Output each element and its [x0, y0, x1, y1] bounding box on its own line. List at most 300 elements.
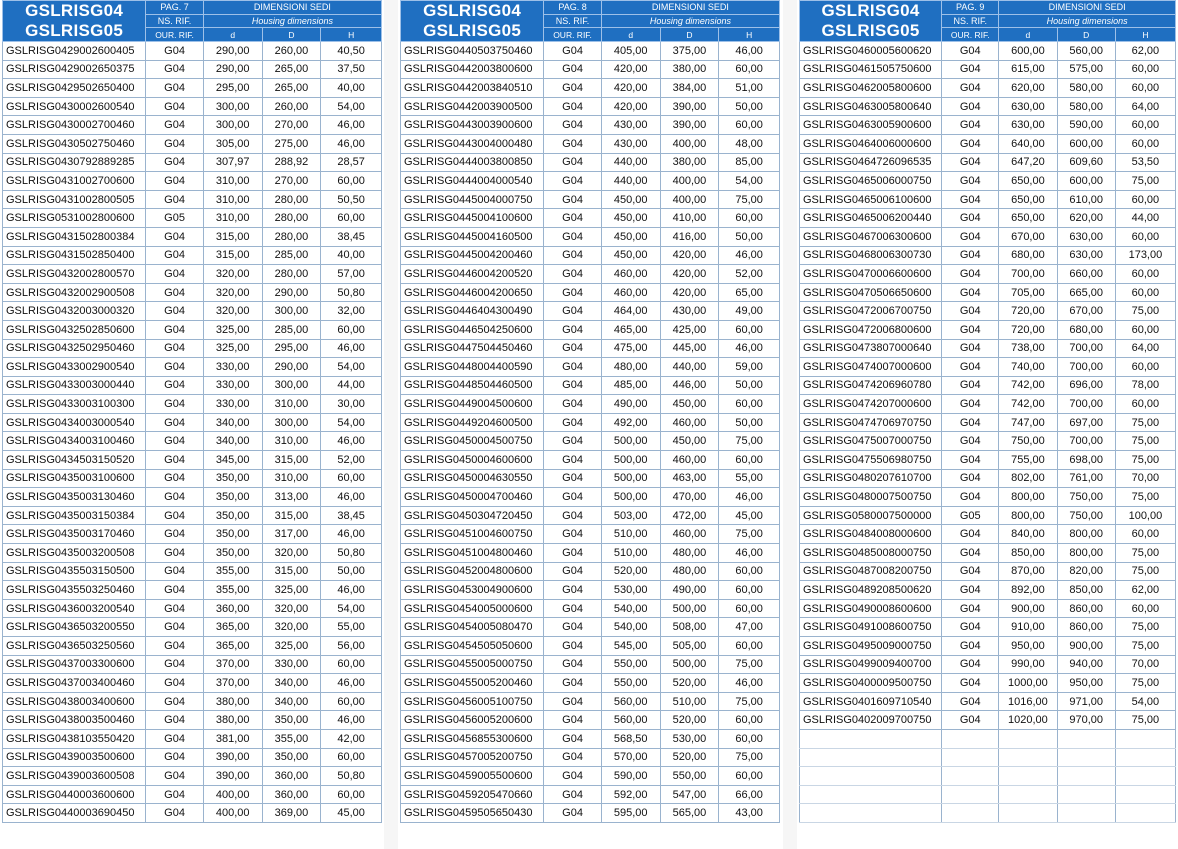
item-code: GSLRISG0452004800600: [401, 562, 544, 581]
our-ref: G04: [942, 153, 999, 172]
item-code: GSLRISG0438103550420: [3, 729, 146, 748]
dim-d: 600,00: [999, 42, 1057, 61]
our-ref: G04: [544, 804, 602, 823]
empty-cell: [999, 729, 1057, 748]
dim-D: 470,00: [660, 488, 719, 507]
dim-D: 300,00: [262, 302, 321, 321]
dim-d: 320,00: [203, 265, 262, 284]
empty-cell: [999, 804, 1057, 823]
item-code: GSLRISG0475506980750: [800, 451, 942, 470]
our-ref: G04: [942, 544, 999, 563]
dim-H: 32,00: [321, 302, 382, 321]
dim-H: 65,00: [719, 283, 780, 302]
item-code: GSLRISG0470006600600: [800, 265, 942, 284]
empty-cell: [942, 729, 999, 748]
table-row: [401, 339, 780, 358]
col-header-d: d: [999, 28, 1057, 42]
dim-H: 46,00: [321, 674, 382, 693]
item-code: GSLRISG0450004630550: [401, 469, 544, 488]
item-code: GSLRISG0431002700600: [3, 172, 146, 191]
dim-d: 500,00: [601, 432, 660, 451]
dim-D: 970,00: [1057, 711, 1115, 730]
dim-H: 78,00: [1115, 376, 1175, 395]
dim-D: 520,00: [660, 711, 719, 730]
dim-D: 320,00: [262, 544, 321, 563]
table-row: [3, 395, 382, 414]
dim-D: 463,00: [660, 469, 719, 488]
dims-subtitle: Housing dimensions: [999, 14, 1176, 28]
dim-d: 545,00: [601, 637, 660, 656]
dim-d: 460,00: [601, 283, 660, 302]
dim-d: 720,00: [999, 320, 1057, 339]
empty-cell: [800, 804, 942, 823]
dim-d: 480,00: [601, 358, 660, 377]
item-code: GSLRISG0449204600500: [401, 413, 544, 432]
dim-H: 40,00: [321, 79, 382, 98]
empty-cell: [1057, 748, 1115, 767]
table-row: [800, 172, 1176, 191]
dim-H: 75,00: [1115, 674, 1175, 693]
table-row: [401, 116, 780, 135]
dim-D: 440,00: [660, 358, 719, 377]
our-ref: G04: [544, 190, 602, 209]
dim-d: 530,00: [601, 581, 660, 600]
table-row: [800, 488, 1176, 507]
dim-H: 60,00: [1115, 79, 1175, 98]
table-row: [800, 655, 1176, 674]
dim-D: 265,00: [262, 79, 321, 98]
item-code: GSLRISG0474207000600: [800, 395, 942, 414]
dim-D: 320,00: [262, 618, 321, 637]
item-code: GSLRISG0463005800640: [800, 97, 942, 116]
dim-H: 64,00: [1115, 339, 1175, 358]
dim-d: 360,00: [203, 599, 262, 618]
dim-D: 460,00: [660, 413, 719, 432]
our-ref: G04: [544, 692, 602, 711]
dim-d: 990,00: [999, 655, 1057, 674]
our-ref: G04: [544, 339, 602, 358]
our-ref: G04: [146, 711, 204, 730]
col-header-D: D: [1057, 28, 1115, 42]
item-code: GSLRISG0435503250460: [3, 581, 146, 600]
table-row: [800, 395, 1176, 414]
dim-H: 54,00: [321, 358, 382, 377]
dim-D: 400,00: [660, 134, 719, 153]
dim-d: 390,00: [203, 767, 262, 786]
item-code: GSLRISG0464006000600: [800, 134, 942, 153]
series-title-line2: GSLRISG05: [821, 21, 920, 40]
our-rif-label: OUR. RIF.: [544, 28, 602, 42]
dim-d: 420,00: [601, 79, 660, 98]
empty-cell: [942, 804, 999, 823]
table-row: [800, 339, 1176, 358]
dim-D: 375,00: [660, 42, 719, 61]
item-code: GSLRISG0437003400460: [3, 674, 146, 693]
dim-H: 60,00: [1115, 395, 1175, 414]
item-code: GSLRISG0454005080470: [401, 618, 544, 637]
dim-d: 892,00: [999, 581, 1057, 600]
dim-H: 42,00: [321, 729, 382, 748]
dim-d: 365,00: [203, 637, 262, 656]
item-code: GSLRISG0435003150384: [3, 506, 146, 525]
item-code: GSLRISG0468006300730: [800, 246, 942, 265]
item-code: GSLRISG0464726096535: [800, 153, 942, 172]
our-ref: G04: [146, 97, 204, 116]
dim-H: 45,00: [719, 506, 780, 525]
table-row: [3, 42, 382, 61]
dim-D: 315,00: [262, 562, 321, 581]
dim-d: 450,00: [601, 190, 660, 209]
table-row: [3, 79, 382, 98]
item-code: GSLRISG0474007000600: [800, 358, 942, 377]
dim-d: 350,00: [203, 506, 262, 525]
item-code: GSLRISG0433003100300: [3, 395, 146, 414]
dim-D: 860,00: [1057, 599, 1115, 618]
item-code: GSLRISG0451004600750: [401, 525, 544, 544]
dim-D: 820,00: [1057, 562, 1115, 581]
empty-row: [800, 748, 1176, 767]
dim-H: 46,00: [719, 544, 780, 563]
our-rif-label: OUR. RIF.: [146, 28, 204, 42]
dim-d: 742,00: [999, 395, 1057, 414]
dim-d: 800,00: [999, 488, 1057, 507]
empty-cell: [1057, 767, 1115, 786]
dim-H: 60,00: [321, 469, 382, 488]
dim-H: 59,00: [719, 358, 780, 377]
dim-d: 465,00: [601, 320, 660, 339]
item-code: GSLRISG0429502650400: [3, 79, 146, 98]
dim-D: 285,00: [262, 246, 321, 265]
dim-H: 54,00: [1115, 692, 1175, 711]
table-row: [401, 376, 780, 395]
table-row: [3, 265, 382, 284]
dim-d: 950,00: [999, 637, 1057, 656]
dim-D: 665,00: [1057, 283, 1115, 302]
dim-d: 550,00: [601, 674, 660, 693]
item-code: GSLRISG0442003900500: [401, 97, 544, 116]
table-row: [401, 413, 780, 432]
dim-d: 742,00: [999, 376, 1057, 395]
dim-H: 75,00: [1115, 562, 1175, 581]
our-ref: G04: [544, 376, 602, 395]
dim-H: 50,00: [719, 413, 780, 432]
dim-H: 60,00: [719, 599, 780, 618]
item-code: GSLRISG0456855300600: [401, 729, 544, 748]
our-ref: G04: [146, 413, 204, 432]
dim-d: 640,00: [999, 134, 1057, 153]
dim-H: 75,00: [1115, 302, 1175, 321]
our-ref: G04: [544, 637, 602, 656]
item-code: GSLRISG0438003400600: [3, 692, 146, 711]
dim-H: 60,00: [1115, 599, 1175, 618]
dims-title: DIMENSIONI SEDI: [999, 1, 1176, 15]
dim-d: 1020,00: [999, 711, 1057, 730]
dim-H: 75,00: [719, 190, 780, 209]
dim-d: 300,00: [203, 97, 262, 116]
dim-H: 46,00: [321, 339, 382, 358]
empty-cell: [1057, 804, 1115, 823]
table-row: [800, 209, 1176, 228]
item-code: GSLRISG0449004500600: [401, 395, 544, 414]
dim-d: 740,00: [999, 358, 1057, 377]
item-code: GSLRISG0435003130460: [3, 488, 146, 507]
empty-cell: [942, 785, 999, 804]
col-header-H: H: [321, 28, 382, 42]
dim-D: 450,00: [660, 432, 719, 451]
empty-cell: [1057, 785, 1115, 804]
our-ref: G04: [146, 618, 204, 637]
dim-D: 420,00: [660, 265, 719, 284]
dim-D: 260,00: [262, 97, 321, 116]
our-ref: G04: [146, 469, 204, 488]
dim-H: 53,50: [1115, 153, 1175, 172]
dim-H: 60,00: [321, 209, 382, 228]
our-ref: G04: [544, 525, 602, 544]
dim-H: 60,00: [1115, 116, 1175, 135]
dim-d: 615,00: [999, 60, 1057, 79]
item-code: GSLRISG0402009700750: [800, 711, 942, 730]
dim-d: 747,00: [999, 413, 1057, 432]
dim-H: 70,00: [1115, 655, 1175, 674]
item-code: GSLRISG0442003840510: [401, 79, 544, 98]
our-ref: G04: [544, 469, 602, 488]
table-row: [401, 172, 780, 191]
our-ref: G04: [544, 488, 602, 507]
dim-D: 696,00: [1057, 376, 1115, 395]
our-ref: G04: [146, 599, 204, 618]
our-ref: G04: [146, 153, 204, 172]
dim-H: 60,00: [719, 767, 780, 786]
dim-d: 738,00: [999, 339, 1057, 358]
item-code: GSLRISG0446404300490: [401, 302, 544, 321]
our-ref: G04: [942, 488, 999, 507]
dim-d: 350,00: [203, 525, 262, 544]
dim-D: 550,00: [660, 767, 719, 786]
our-ref: G04: [146, 767, 204, 786]
dim-H: 60,00: [321, 785, 382, 804]
dim-D: 950,00: [1057, 674, 1115, 693]
our-ref: G04: [942, 637, 999, 656]
table-row: [3, 320, 382, 339]
dim-d: 320,00: [203, 302, 262, 321]
dim-D: 355,00: [262, 729, 321, 748]
dim-D: 761,00: [1057, 469, 1115, 488]
dim-D: 600,00: [1057, 134, 1115, 153]
dim-H: 47,00: [719, 618, 780, 637]
item-code: GSLRISG0446004200650: [401, 283, 544, 302]
item-code: GSLRISG0489208500620: [800, 581, 942, 600]
item-code: GSLRISG0447504450460: [401, 339, 544, 358]
dim-d: 800,00: [999, 506, 1057, 525]
empty-cell: [1115, 804, 1175, 823]
dim-H: 56,00: [321, 637, 382, 656]
item-code: GSLRISG0440003690450: [3, 804, 146, 823]
dim-D: 416,00: [660, 227, 719, 246]
dim-d: 315,00: [203, 227, 262, 246]
dim-H: 60,00: [321, 655, 382, 674]
table-row: [401, 469, 780, 488]
dim-H: 46,00: [321, 525, 382, 544]
dim-H: 75,00: [719, 525, 780, 544]
dim-H: 60,00: [719, 395, 780, 414]
dim-H: 60,00: [1115, 525, 1175, 544]
dim-d: 570,00: [601, 748, 660, 767]
table-row: [401, 358, 780, 377]
dim-H: 85,00: [719, 153, 780, 172]
dim-d: 390,00: [203, 748, 262, 767]
dim-d: 325,00: [203, 320, 262, 339]
our-ref: G04: [942, 209, 999, 228]
table-row: [800, 692, 1176, 711]
table-row: [401, 618, 780, 637]
our-ref: G04: [942, 116, 999, 135]
dim-H: 75,00: [1115, 544, 1175, 563]
empty-row: [800, 804, 1176, 823]
dim-D: 380,00: [660, 60, 719, 79]
item-code: GSLRISG0431002800505: [3, 190, 146, 209]
table-row: [3, 637, 382, 656]
dim-H: 70,00: [1115, 469, 1175, 488]
dim-d: 355,00: [203, 581, 262, 600]
table-row: [800, 320, 1176, 339]
dim-d: 450,00: [601, 246, 660, 265]
our-ref: G04: [544, 60, 602, 79]
dim-d: 307,97: [203, 153, 262, 172]
table-row: [800, 376, 1176, 395]
our-ref: G04: [544, 413, 602, 432]
dim-D: 420,00: [660, 283, 719, 302]
our-ref: G04: [146, 488, 204, 507]
dim-H: 51,00: [719, 79, 780, 98]
series-title: [401, 1, 544, 42]
item-code: GSLRISG0450004700460: [401, 488, 544, 507]
item-code: GSLRISG0444003800850: [401, 153, 544, 172]
table-row: [3, 488, 382, 507]
dim-H: 46,00: [321, 488, 382, 507]
our-ref: G04: [942, 674, 999, 693]
dim-D: 384,00: [660, 79, 719, 98]
dim-d: 350,00: [203, 469, 262, 488]
dim-d: 1016,00: [999, 692, 1057, 711]
dim-H: 37,50: [321, 60, 382, 79]
our-ref: G04: [942, 692, 999, 711]
item-code: GSLRISG0450004600600: [401, 451, 544, 470]
our-ref: G04: [942, 134, 999, 153]
item-code: GSLRISG0435003170460: [3, 525, 146, 544]
our-ref: G04: [942, 190, 999, 209]
dim-d: 650,00: [999, 209, 1057, 228]
our-ref: G05: [146, 209, 204, 228]
table-row: [401, 711, 780, 730]
ns-rif-label: NS. RIF.: [942, 14, 999, 28]
our-ref: G04: [942, 711, 999, 730]
item-code: GSLRISG0455005200460: [401, 674, 544, 693]
dim-H: 100,00: [1115, 506, 1175, 525]
dim-D: 700,00: [1057, 358, 1115, 377]
our-ref: G04: [146, 227, 204, 246]
dim-D: 280,00: [262, 227, 321, 246]
our-ref: G04: [146, 42, 204, 61]
our-ref: G04: [146, 320, 204, 339]
our-ref: G04: [146, 358, 204, 377]
dims-subtitle: Housing dimensions: [601, 14, 779, 28]
catalog-page-8: [400, 0, 780, 849]
dim-H: 46,00: [321, 116, 382, 135]
dim-d: 540,00: [601, 599, 660, 618]
our-ref: G04: [146, 804, 204, 823]
table-row: [3, 767, 382, 786]
dim-D: 310,00: [262, 395, 321, 414]
our-ref: G04: [146, 79, 204, 98]
dim-d: 405,00: [601, 42, 660, 61]
our-ref: G04: [942, 265, 999, 284]
dim-H: 60,00: [719, 116, 780, 135]
our-ref: G04: [544, 711, 602, 730]
item-code: GSLRISG0495009000750: [800, 637, 942, 656]
table-row: [3, 432, 382, 451]
dim-d: 440,00: [601, 172, 660, 191]
dim-H: 55,00: [321, 618, 382, 637]
dim-d: 750,00: [999, 432, 1057, 451]
table-row: [800, 283, 1176, 302]
table-row: [401, 599, 780, 618]
table-row: [3, 785, 382, 804]
item-code: GSLRISG0430002600540: [3, 97, 146, 116]
table-row: [401, 227, 780, 246]
dim-D: 750,00: [1057, 488, 1115, 507]
table-row: [800, 413, 1176, 432]
dim-D: 530,00: [660, 729, 719, 748]
empty-cell: [999, 767, 1057, 786]
dim-D: 285,00: [262, 320, 321, 339]
dim-d: 430,00: [601, 134, 660, 153]
dim-D: 390,00: [660, 97, 719, 116]
table-row: [800, 42, 1176, 61]
item-code: GSLRISG0432003000320: [3, 302, 146, 321]
dim-d: 290,00: [203, 60, 262, 79]
item-code: GSLRISG0457005200750: [401, 748, 544, 767]
our-ref: G04: [544, 395, 602, 414]
dim-d: 325,00: [203, 339, 262, 358]
dim-D: 480,00: [660, 544, 719, 563]
item-code: GSLRISG0453004900600: [401, 581, 544, 600]
item-code: GSLRISG0430502750460: [3, 134, 146, 153]
dim-D: 560,00: [1057, 42, 1115, 61]
dim-d: 450,00: [601, 209, 660, 228]
dim-H: 46,00: [719, 42, 780, 61]
item-code: GSLRISG0484008000600: [800, 525, 942, 544]
table-row: [3, 692, 382, 711]
dim-D: 320,00: [262, 599, 321, 618]
table-row: [800, 618, 1176, 637]
dim-D: 260,00: [262, 42, 321, 61]
dim-D: 508,00: [660, 618, 719, 637]
our-ref: G04: [942, 395, 999, 414]
dim-H: 50,00: [719, 97, 780, 116]
empty-cell: [800, 748, 942, 767]
table-row: [3, 618, 382, 637]
our-ref: G04: [146, 674, 204, 693]
item-code: GSLRISG0430002700460: [3, 116, 146, 135]
dim-D: 460,00: [660, 525, 719, 544]
table-row: [3, 451, 382, 470]
item-code: GSLRISG0433003000440: [3, 376, 146, 395]
empty-cell: [800, 785, 942, 804]
dim-H: 75,00: [719, 655, 780, 674]
dim-D: 400,00: [660, 190, 719, 209]
empty-cell: [800, 767, 942, 786]
our-ref: G04: [544, 544, 602, 563]
